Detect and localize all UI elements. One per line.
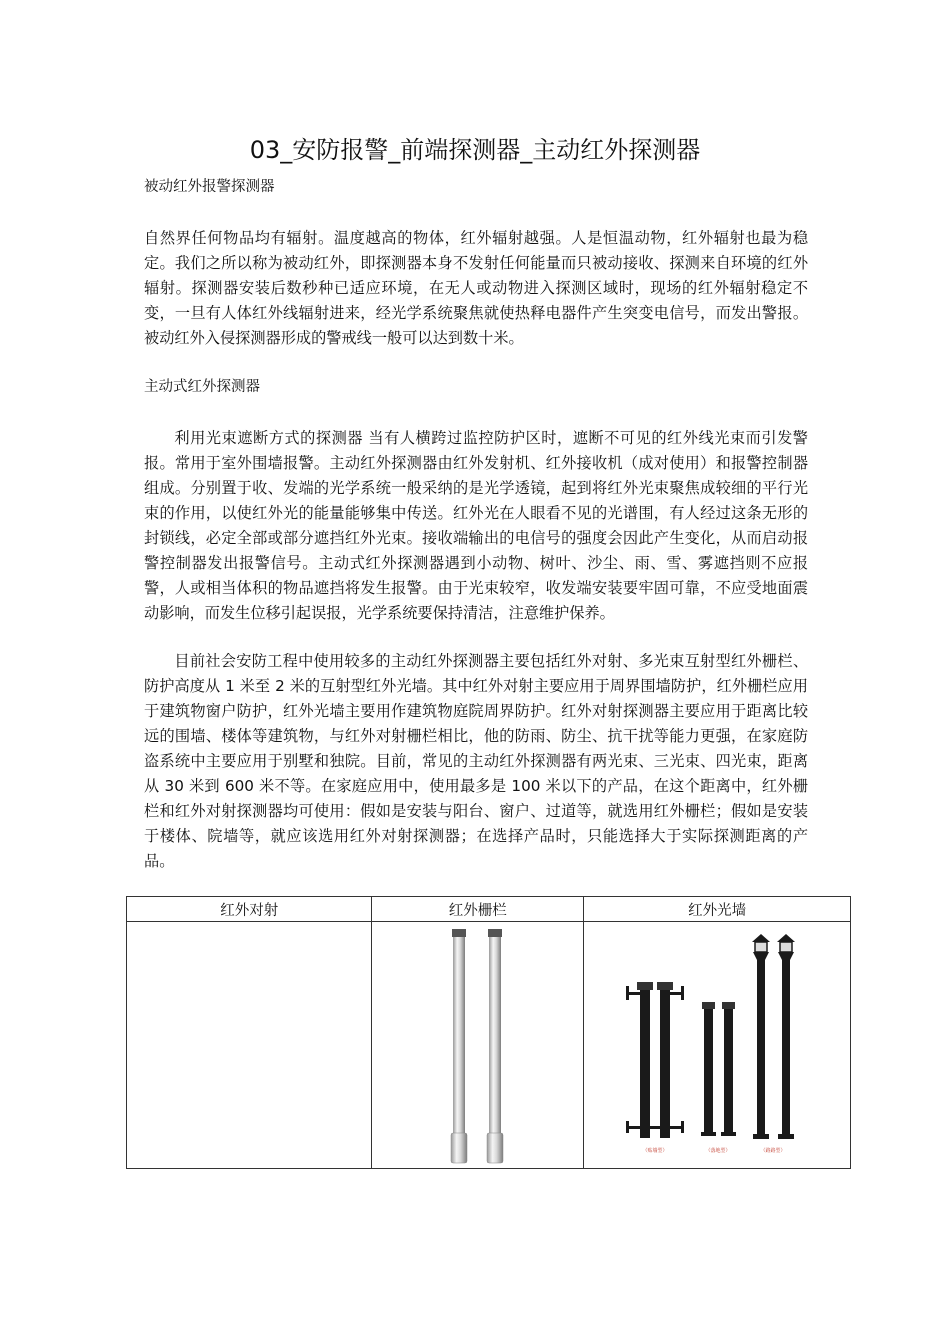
paragraph-passive: 自然界任何物品均有辐射。温度越高的物体，红外辐射越强。人是恒温动物，红外辐射也最为稳定。我们之所以称为被动红外，即探测器本身不发射任何能量而只被动接收、探测来自环境的红外辐射。探测器安装后数秒种已适应环境，在无人或动物进入探测区域时，现场的红外辐射稳定不变，一旦有人体红外线辐射进来，经光学系统聚焦就使热释电器件产生突变电信号，而发出警报。被动红外入侵探测器形成的警戒线一般可以达到数十米。 — [144, 229, 808, 347]
caption-wall-mount: （贴墙型） — [642, 1148, 668, 1154]
cell-ir-fence — [372, 922, 584, 1169]
table-header-row — [127, 897, 851, 922]
detector-comparison-table — [126, 896, 851, 1169]
paragraph-active-1: 利用光束遮断方式的探测器 当有人横跨过监控防护区时，遮断不可见的红外线光束而引发警报。常用于室外围墙报警。主动红外探测器由红外发射机、红外接收机（成对使用）和报警控制器组成。分别置于收、发端的光学系统一般采纳的是光学透镜，起到将红外光束聚焦成较细的平行光束的作用，以使红外光的能量能够集中传送。红外光在人眼看不见的光谱围，有人经过这条无形的封锁线，必定全部或部分遮挡红外光束。接收端输出的电信号的强度会因此产生变化，从而启动报警控制器发出报警信号。主动式红外探测器遇到小动物、树叶、沙尘、雨、雪、雾遮挡则不应报警，人或相当体积的物品遮挡将发生报警。由于光束较窄，收发端安装要牢固可靠，不应受地面震动影响，而发生位移引起误报，光学系统要保持清洁，注意维护保养。 — [144, 429, 808, 622]
lamp-pole-pair — [752, 934, 795, 1139]
fence-pole-right — [487, 929, 503, 1163]
cell-ir-beam-empty — [127, 922, 372, 1169]
table-image-row — [127, 922, 851, 1169]
page-title: 03_安防报警_前端探测器_主动红外探测器 — [249, 136, 701, 164]
wall-mount-pole-pair — [626, 982, 684, 1138]
caption-floor: （落地型） — [705, 1148, 731, 1154]
floor-pole-pair — [701, 1002, 736, 1136]
header-ir-wall: 红外光墙 — [584, 897, 851, 922]
section-heading-passive: 被动红外报警探测器 — [144, 179, 275, 195]
paragraph-active-2: 目前社会安防工程中使用较多的主动红外探测器主要包括红外对射、多光束互射型红外栅栏、防护高度从 1 米至 2 米的互射型红外光墙。其中红外对射主要应用于周界围墙防护，红外栅栏应用于建筑物窗户防护，红外光墙主要用作建筑物庭院周界防护。红外对射探测器主要应用于距离比较远的围墙、楼体等建筑物，与红外对射栅栏相比，他的防雨、防尘、抗干扰等能力更强，在家庭防盗系统中主要应用于别墅和独院。目前，常见的主动红外探测器有两光束、三光束、四光束，距离从 30 米到 600 米不等。在家庭应用中，使用最多是 100 米以下的产品，在这个距离中，红外栅栏和红外对射探测器均可使用：假如是安装与阳台、窗户、过道等，就选用红外栅栏；假如是安装于楼体、院墙等，就应该选用红外对射探测器；在选择产品时，只能选择大于实际探测距离的产品。 — [144, 652, 808, 870]
cell-ir-wall — [584, 922, 851, 1169]
caption-lamp: （路路型） — [760, 1148, 786, 1154]
section-heading-active: 主动式红外探测器 — [144, 379, 260, 395]
fence-pole-left — [451, 929, 467, 1163]
header-ir-fence: 红外栅栏 — [372, 897, 584, 922]
ir-fence-image — [428, 925, 528, 1165]
ir-wall-image — [622, 930, 812, 1160]
header-ir-beam: 红外对射 — [127, 897, 372, 922]
